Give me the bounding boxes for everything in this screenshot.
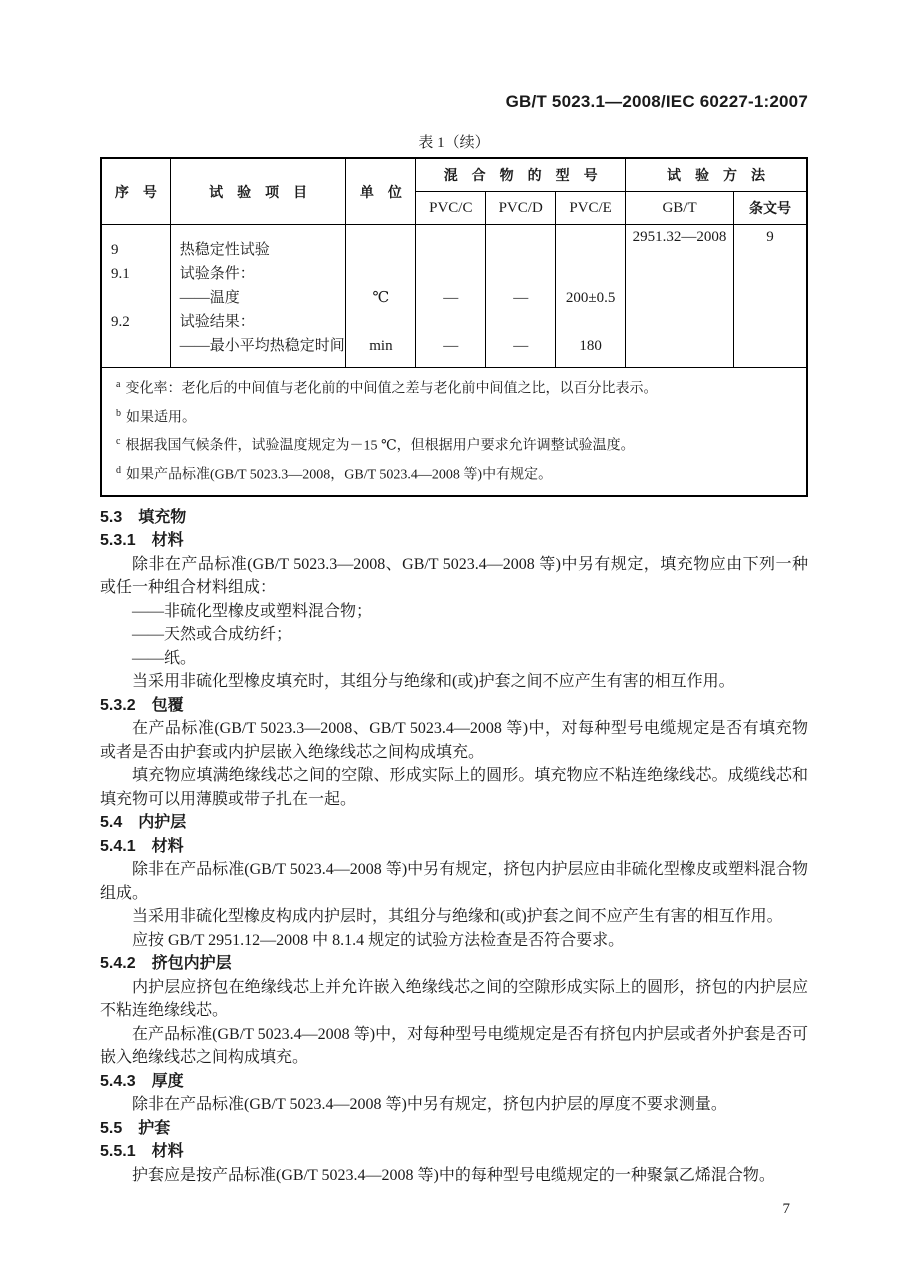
- page-number: 7: [782, 1201, 790, 1218]
- list-item: ——非硫化型橡皮或塑料混合物；: [132, 602, 373, 620]
- cell-pvc-e: 180: [556, 334, 626, 368]
- running-header: GB/T 5023.1—2008/IEC 60227-1:2007: [505, 92, 808, 111]
- paragraph: 除非在产品标准(GB/T 5023.4—2008 等)中另有规定，挤包内护层应由非硫化型橡皮或塑料混合物组成。: [100, 861, 808, 902]
- cell-pvc-d: [486, 225, 556, 263]
- cell-pvc-d: [486, 310, 556, 334]
- table-row: [101, 262, 807, 286]
- list-item: ——天然或合成纺纤；: [132, 626, 293, 644]
- section-heading-5-4-2: 5.4.2 挤包内护层: [100, 955, 232, 973]
- section-heading-5-4-1: 5.4.1 材料: [100, 837, 184, 855]
- list-item: ——纸。: [132, 649, 197, 667]
- cell-pvc-d: [486, 262, 556, 286]
- cell-clause: [734, 310, 807, 334]
- cell-gbt: [626, 286, 734, 310]
- cell-item: 试验条件：: [170, 262, 346, 286]
- footnote-a: [116, 373, 792, 402]
- footnote-text: 如果适用。: [126, 410, 196, 426]
- cell-gbt: 2951.32—2008: [626, 225, 734, 263]
- footnote-d: [116, 459, 792, 488]
- section-heading-5-4: 5.4 内护层: [100, 814, 187, 832]
- cell-pvc-e: 200±0.5: [556, 286, 626, 310]
- footnote-b: [116, 402, 792, 431]
- col-header-unit: 单 位: [346, 158, 416, 225]
- cell-pvc-e: [556, 262, 626, 286]
- footnote-text: 变化率：老化后的中间值与老化前的中间值之差与老化前中间值之比，以百分比表示。: [125, 381, 658, 397]
- cell-item: 热稳定性试验: [170, 225, 346, 263]
- cell-pvc-c: [416, 262, 486, 286]
- col-header-serial: 序 号: [101, 158, 170, 225]
- cell-pvc-c: —: [416, 286, 486, 310]
- cell-gbt: [626, 334, 734, 368]
- col-header-pvc-d: PVC/D: [486, 192, 556, 225]
- cell-no: 9.1: [101, 262, 170, 286]
- table-row: [101, 334, 807, 368]
- paragraph: 护套应是按产品标准(GB/T 5023.4—2008 等)中的每种型号电缆规定的一种聚氯乙烯混合物。: [132, 1166, 775, 1184]
- cell-unit: [346, 310, 416, 334]
- cell-clause: [734, 286, 807, 310]
- cell-no: 9: [101, 225, 170, 263]
- section-heading-5-4-3: 5.4.3 厚度: [100, 1072, 184, 1090]
- cell-pvc-c: [416, 225, 486, 263]
- table-1-continued: [100, 157, 808, 497]
- section-heading-5-3-2: 5.3.2 包覆: [100, 696, 184, 714]
- cell-item: ——最小平均热稳定时间: [170, 334, 346, 368]
- footnote-c: [116, 430, 792, 459]
- paragraph: 除非在产品标准(GB/T 5023.4—2008 等)中另有规定，挤包内护层的厚度不要求测量。: [132, 1096, 727, 1114]
- cell-no: [101, 286, 170, 310]
- table-title: 表 1（续）: [418, 135, 490, 151]
- section-heading-5-5-1: 5.5.1 材料: [100, 1143, 184, 1161]
- section-heading-5-3: 5.3 填充物: [100, 508, 187, 526]
- table-row: [101, 225, 807, 263]
- footnote-marker: b: [116, 407, 121, 419]
- footnote-marker: a: [116, 379, 121, 390]
- col-header-pvc-c: PVC/C: [416, 192, 486, 225]
- paragraph: 填充物应填满绝缘线芯之间的空隙、形成实际上的圆形。填充物应不粘连绝缘线芯。成缆线芯和填充物可以用薄膜或带子扎在一起。: [100, 767, 808, 808]
- table-row: [101, 286, 807, 310]
- table-row: [101, 310, 807, 334]
- paragraph: 内护层应挤包在绝缘线芯上并允许嵌入绝缘线芯之间的空隙形成实际上的圆形，挤包的内护层应不粘连绝缘线芯。: [100, 978, 808, 1020]
- section-heading-5-3-1: 5.3.1 材料: [100, 532, 184, 550]
- footnote-text: 如果产品标准(GB/T 5023.3—2008，GB/T 5023.4—2008 等)中有规定。: [126, 467, 553, 483]
- group-header-compound-type: 混 合 物 的 型 号: [416, 158, 626, 192]
- cell-item: 试验结果：: [170, 310, 346, 334]
- section-heading-5-5: 5.5 护套: [100, 1119, 171, 1137]
- cell-clause: [734, 334, 807, 368]
- table-footnotes: [101, 368, 807, 496]
- cell-pvc-d: —: [486, 334, 556, 368]
- cell-clause: 9: [734, 225, 807, 263]
- col-header-clause: 条文号: [734, 192, 807, 225]
- cell-pvc-c: —: [416, 334, 486, 368]
- cell-gbt: [626, 310, 734, 334]
- group-header-test-method: 试 验 方 法: [626, 158, 807, 192]
- cell-unit: ℃: [346, 286, 416, 310]
- cell-no: [101, 334, 170, 368]
- cell-pvc-c: [416, 310, 486, 334]
- document-body: [100, 506, 808, 1188]
- footnote-marker: d: [116, 464, 121, 476]
- cell-pvc-e: [556, 310, 626, 334]
- cell-unit: [346, 225, 416, 263]
- footnote-marker: c: [116, 436, 121, 448]
- paragraph: 在产品标准(GB/T 5023.3—2008、GB/T 5023.4—2008 等)中，对每种型号电缆规定是否有填充物或者是否由护套或内护层嵌入绝缘线芯之间构成填充。: [100, 720, 808, 761]
- cell-pvc-d: —: [486, 286, 556, 310]
- col-header-gbt: GB/T: [626, 192, 734, 225]
- cell-no: 9.2: [101, 310, 170, 334]
- cell-item: ——温度: [170, 286, 346, 310]
- paragraph: 应按 GB/T 2951.12—2008 中 8.1.4 规定的试验方法检查是否符合要求。: [132, 931, 625, 949]
- cell-gbt: [626, 262, 734, 286]
- cell-unit: min: [346, 334, 416, 368]
- col-header-test-item: 试 验 项 目: [170, 158, 346, 225]
- cell-clause: [734, 262, 807, 286]
- paragraph: 在产品标准(GB/T 5023.4—2008 等)中，对每种型号电缆规定是否有挤包内护层或者外护套是否可嵌入绝缘线芯之间构成填充。: [100, 1025, 808, 1067]
- paragraph: 当采用非硫化型橡皮填充时，其组分与绝缘和(或)护套之间不应产生有害的相互作用。: [132, 673, 735, 691]
- cell-pvc-e: [556, 225, 626, 263]
- col-header-pvc-e: PVC/E: [556, 192, 626, 225]
- paragraph: 除非在产品标准(GB/T 5023.3—2008、GB/T 5023.4—2008 等)中另有规定，填充物应由下列一种或任一种组合材料组成：: [100, 555, 808, 597]
- cell-unit: [346, 262, 416, 286]
- paragraph: 当采用非硫化型橡皮构成内护层时，其组分与绝缘和(或)护套之间不应产生有害的相互作用。: [132, 908, 783, 926]
- footnote-text: 根据我国气候条件，试验温度规定为－15 ℃，但根据用户要求允许调整试验温度。: [125, 438, 635, 454]
